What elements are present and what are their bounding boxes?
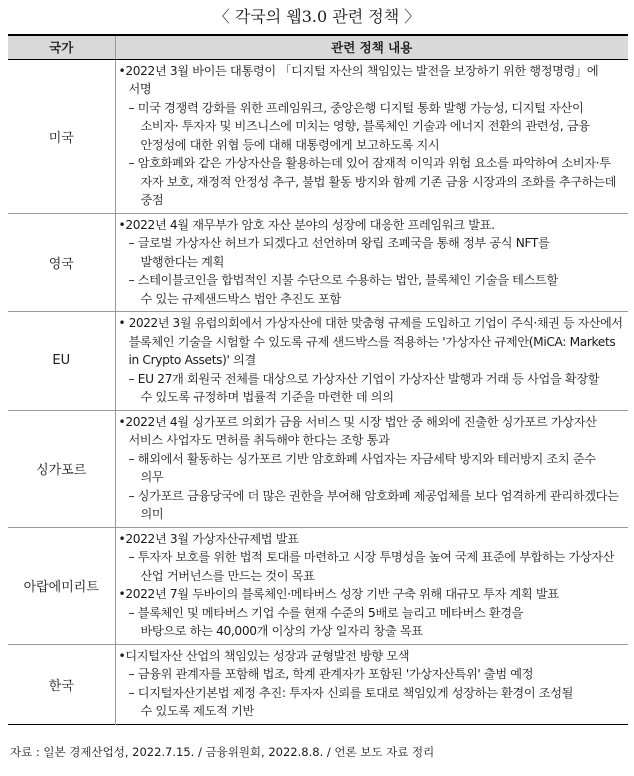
policy-item: •2022년 3월 가상자산규제법 발표 xyxy=(118,531,299,546)
policy-cell xyxy=(115,59,628,213)
policy-item: – EU 27개 회원국 전체를 대상으로 가상자산 기업이 가상자산 발행과 거래 등 사업을 확장할 xyxy=(128,371,600,386)
policy-item: •디지털자산 산업의 책임있는 성장과 균형발전 방향 모색 xyxy=(118,648,410,663)
policy-item-continuation: 수 있도록 제도적 기반 xyxy=(140,704,254,718)
policy-cell xyxy=(115,213,628,312)
country-cell: 아랍에미리트 xyxy=(8,527,115,644)
policy-item-continuation: 수 있도록 규정하며 법률적 기준을 마련한 데 의의 xyxy=(140,390,394,404)
policy-item: •2022년 7월 두바이의 블록체인·메타버스 성장 기반 구축 위해 대규모 투자 계획 발표 xyxy=(118,587,559,601)
policy-item: – 해외에서 활동하는 싱가포르 기반 암호화폐 사업자는 자금세탁 방지와 테러방지 조치 준수 xyxy=(128,451,596,466)
header-country: 국가 xyxy=(8,35,115,59)
policy-item-continuation: 산업 거버넌스를 만드는 것이 목표 xyxy=(140,568,315,583)
policy-item: – 스테이블코인을 합법적인 지불 수단으로 수용하는 법안, 블록체인 기술을 테스트할 xyxy=(128,273,558,287)
policy-item: – 미국 경쟁력 강화를 위한 프레임워크, 중앙은행 디지털 통화 발행 가능성, 디지털 자산이 xyxy=(128,100,584,115)
table-row xyxy=(8,59,628,213)
policy-item: – 블록체인 및 메타버스 기업 수를 현재 수준의 5배로 늘리고 메타버스 환경을 xyxy=(128,605,524,620)
policy-item: – 글로벌 가상자산 허브가 되겠다고 선언하며 왕립 조폐국을 통해 정부 공식 NFT를 xyxy=(128,236,550,250)
policy-item: •2022년 4월 싱가포르 의회가 금융 서비스 및 시장 법안 중 해외에 진출한 싱가포르 가상자산 xyxy=(118,414,597,429)
policy-item-continuation: 안정성에 대한 위협 등에 대해 대통령에게 보고하도록 지시 xyxy=(140,137,440,152)
policy-item-continuation: in Crypto Assets)' 의결 xyxy=(128,353,256,367)
policy-item: •2022년 3월 바이든 대통령이 「디지털 자산의 책임있는 발전을 보장하기 위한 행정명령」에 xyxy=(118,63,599,78)
table-row xyxy=(8,644,628,724)
table-body xyxy=(8,59,628,724)
policy-item-continuation: 의미 xyxy=(140,507,164,521)
policy-cell xyxy=(115,410,628,527)
policy-item: – 싱가포르 금융당국에 더 많은 권한을 부여해 암호화폐 제공업체를 보다 엄격하게 관리하겠다는 xyxy=(128,488,619,503)
table-row xyxy=(8,213,628,312)
policy-item: • 2022년 3월 유럽의회에서 가상자산에 대한 맞춤형 규제를 도입하고 기업이 주식·채권 등 자산에서 xyxy=(118,316,623,330)
table-row xyxy=(8,312,628,411)
country-cell: 영국 xyxy=(8,213,115,312)
policy-table xyxy=(8,34,628,725)
policy-item: – 암호화폐와 같은 가상자산을 활용하는데 있어 잠재적 이익과 위험 요소를 파악하여 소비자·투 xyxy=(128,156,611,170)
policy-item: – 금융위 관계자를 포함해 법조, 학계 관계자가 포함된 '가상자산특위' 출범 예정 xyxy=(128,667,534,681)
policy-item-continuation: 서명 xyxy=(128,82,152,96)
table-row xyxy=(8,527,628,644)
policy-item-continuation: 자자 보호, 재정적 안정성 추구, 불법 활동 방지와 함께 기존 금융 시장과의 조화를 추구하는데 xyxy=(140,174,617,189)
policy-item-continuation: 서비스 사업자도 면허를 취득해야 한다는 조항 통과 xyxy=(128,433,390,447)
policy-item-continuation: 바탕으로 하는 40,000개 이상의 가상 일자리 창출 목표 xyxy=(140,624,423,638)
policy-item-continuation: 블록체인 기술을 시험할 수 있도록 규제 샌드박스를 적용하는 '가상자산 규제안(MiCA: Markets xyxy=(128,334,616,349)
country-cell: 미국 xyxy=(8,59,115,213)
policy-cell xyxy=(115,527,628,644)
policy-item: – 투자자 보호를 위한 법적 토대를 마련하고 시장 투명성을 높여 국제 표준에 부합하는 가상자산 xyxy=(128,550,615,564)
policy-item: – 디지털자산기본법 제정 추진: 투자자 신뢰를 토대로 책임있게 성장하는 환경이 조성될 xyxy=(128,685,574,700)
country-cell: 한국 xyxy=(8,644,115,724)
source-note: 자료 : 일본 경제산업성, 2022.7.15. / 금융위원회, 2022.8.8. / 언론 보도 자료 정리 xyxy=(10,745,435,759)
policy-item-continuation: 소비자· 투자자 및 비즈니스에 미치는 영향, 블록체인 기술과 에너지 전환의 관련성, 금융 xyxy=(140,119,590,133)
policy-item-continuation: 수 있는 규제샌드박스 법안 추진도 포함 xyxy=(140,291,341,306)
policy-item: •2022년 4월 재무부가 암호 자산 분야의 성장에 대응한 프레임워크 발표. xyxy=(118,217,495,232)
policy-item-continuation: 의무 xyxy=(140,470,164,484)
country-cell: EU xyxy=(8,312,115,411)
country-cell: 싱가포르 xyxy=(8,410,115,527)
policy-item-continuation: 중점 xyxy=(140,193,164,207)
policy-cell xyxy=(115,312,628,411)
policy-item-continuation: 발행한다는 계획 xyxy=(140,254,224,269)
header-policy: 관련 정책 내용 xyxy=(115,35,628,59)
table-row xyxy=(8,410,628,527)
table-title: 〈 각국의 웹3.0 관련 정책 〉 xyxy=(213,7,421,26)
table-header-row xyxy=(8,35,628,59)
policy-cell xyxy=(115,644,628,724)
